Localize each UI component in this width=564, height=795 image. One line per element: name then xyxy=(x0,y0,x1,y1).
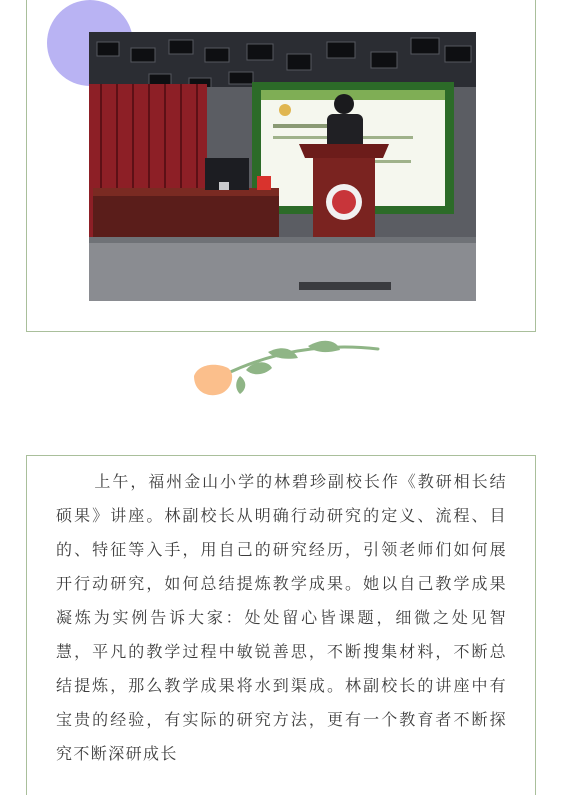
lecture-photo xyxy=(89,32,476,301)
flower-decoration xyxy=(188,324,384,404)
article-paragraph: 上午，福州金山小学的林碧珍副校长作《教研相长结硕果》讲座。林副校长从明确行动研究的定义、流程、目的、特征等入手，用自己的研究经历，引领老师们如何展开行动研究，如何总结提炼教学成果。她以自己教学成果凝炼为实例告诉大家：处处留心皆课题，细微之处见智慧，平凡的教学过程中敏锐善思，不断搜集材料，不断总结提炼，那么教学成果将水到渠成。林副校长的讲座中有宝贵的经验，有实际的研究方法，更有一个教育者不断探究不断深研成长 xyxy=(56,472,507,763)
